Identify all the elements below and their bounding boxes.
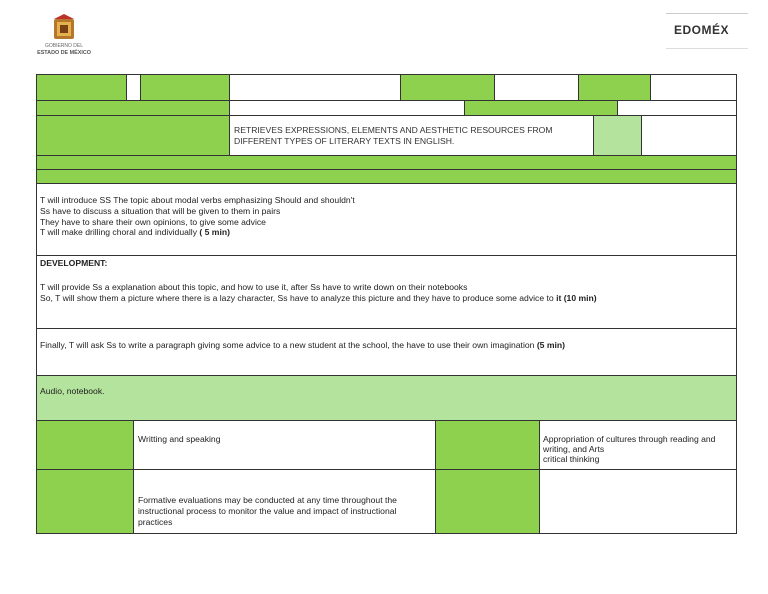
competence-text: RETRIEVES EXPRESSIONS, ELEMENTS AND AESTHETIC RESOURCES FROM DIFFERENT TYPES OF LITERARY TEXTS IN ENGLISH. — [234, 125, 553, 146]
cell-r1-c3 — [140, 74, 230, 101]
cell-r1-c4 — [229, 74, 401, 101]
cell-r1-c2 — [126, 74, 141, 101]
development-heading: DEVELOPMENT: — [40, 258, 108, 268]
cell-r9-c3 — [435, 469, 540, 534]
competence-label-cell — [36, 115, 230, 156]
evaluation-line-1: Formative evaluations may be conducted at any time throughout the — [138, 495, 397, 505]
evaluation-text — [138, 495, 433, 527]
edomex-wordmark: EDOMÉX — [674, 23, 730, 37]
development-line-1: T will provide Ss a explanation about this topic, and how to use it, after Ss have to write down on their notebooks — [40, 282, 468, 292]
cell-r2-c2 — [229, 100, 465, 116]
edomex-logo — [666, 10, 748, 50]
cell-r2-c1 — [36, 100, 230, 116]
development-text — [40, 282, 730, 304]
development-time: it (10 min) — [556, 292, 597, 303]
evaluation-line-2: instructional process to monitor the value and impact of instructional — [138, 505, 397, 516]
cell-r1-c6 — [494, 74, 579, 101]
cell-r3-c3 — [593, 115, 642, 156]
state-shield-icon — [29, 13, 99, 43]
cell-r2-c3 — [464, 100, 618, 116]
evaluation-line-3: practices — [138, 516, 173, 527]
logo-line-2: ESTADO DE MÉXICO — [37, 50, 91, 56]
green-bar-2 — [36, 169, 737, 184]
axes-line-1: Appropriation of cultures through reading and — [543, 434, 716, 444]
cell-r1-c1 — [36, 74, 127, 101]
green-bar-1 — [36, 155, 737, 170]
closing-time: (5 min) — [536, 340, 565, 350]
opening-line-1: T will introduce SS The topic about modal verbs emphasizing Should and shouldn't — [40, 195, 355, 205]
skills-label-cell — [36, 420, 134, 470]
opening-line-2: Ss have to discuss a situation that will be given to them in pairs — [40, 205, 281, 216]
axes-label-cell — [435, 420, 540, 470]
cell-r1-c5 — [400, 74, 495, 101]
development-line-2: So, T will show them a picture where there is a lazy character, Ss have to analyze this picture and they have to produce some advice to it (10 min) — [40, 292, 597, 303]
opening-line-4: T will make drilling choral and individually ( 5 min) — [40, 227, 230, 238]
axes-line-3: critical thinking — [543, 454, 600, 464]
skills-cell — [133, 420, 436, 470]
axes-text — [543, 434, 733, 464]
axes-line-2: writing, and Arts — [543, 444, 605, 454]
materials-text: Audio, notebook. — [40, 386, 105, 396]
opening-time: ( 5 min) — [199, 227, 230, 238]
cell-r3-c4 — [641, 115, 737, 156]
logo-line-1: GOBIERNO DEL — [44, 43, 84, 49]
skills-text: Writting and speaking — [138, 434, 221, 444]
cell-r1-c8 — [650, 74, 737, 101]
opening-line-3: They have to share their own opinions, to give some advice — [40, 216, 266, 227]
closing-text: Finally, T will ask Ss to write a paragraph giving some advice to a new student at the school, the have to use their own imagination (5 min) — [40, 340, 565, 350]
closing-section — [36, 328, 737, 376]
evaluation-label-cell — [36, 469, 134, 534]
cell-r9-c4 — [539, 469, 737, 534]
materials-section — [36, 375, 737, 421]
gobierno-logo — [29, 13, 99, 61]
cell-r1-c7 — [578, 74, 651, 101]
opening-text — [40, 195, 730, 238]
cell-r2-c4 — [617, 100, 737, 116]
